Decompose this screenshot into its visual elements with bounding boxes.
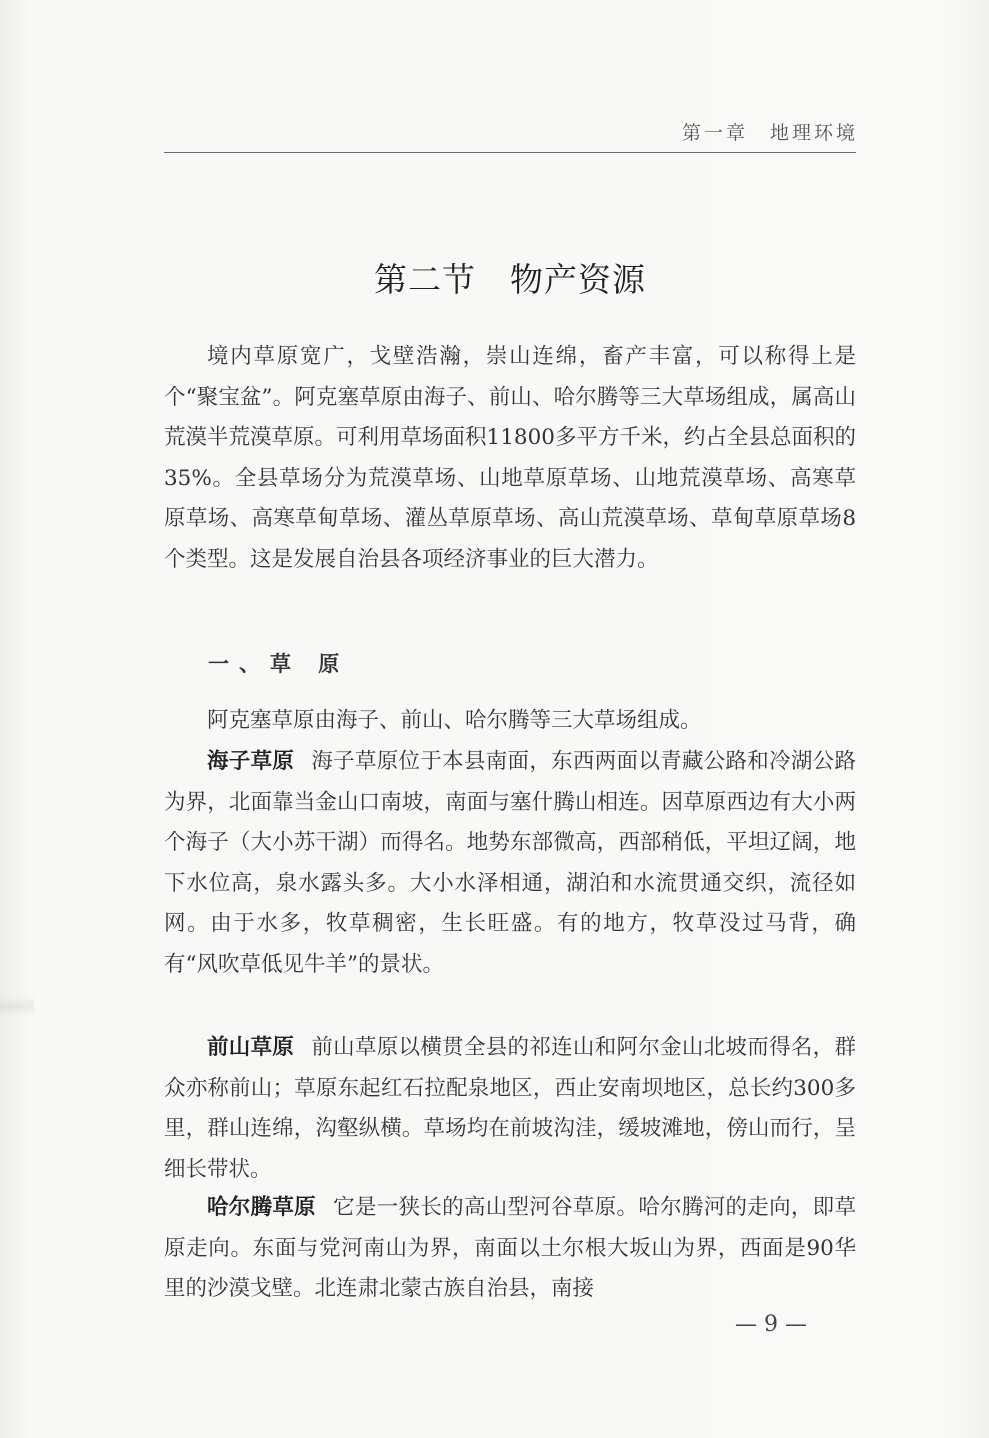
entry-haerteng-term: 哈尔腾草原 xyxy=(207,1195,316,1220)
section-name: 物产资源 xyxy=(510,260,646,299)
subsection-heading: 一、草 原 xyxy=(208,652,350,676)
running-head-chapter: 第一章 xyxy=(681,122,748,144)
entry-haerteng-text: 它是一狭长的高山型河谷草原。哈尔腾河的走向，即草原走向。东面与党河南山为界，南面以土尔根大坂山为界，西面是90华里的沙漠戈壁。北连肃北蒙古族自治县，南接 xyxy=(164,1195,856,1301)
entry-haizi-text: 海子草原位于本县南面，东西两面以青藏公路和冷湖公路为界，北面靠当金山口南坡，南面与塞什腾山相连。因草原西边有大小两个海子（大小苏干湖）而得名。地势东部微高，西部稍低，平坦辽阔，地下水位高，泉水露头多。大小水泽相通，湖泊和水流贯通交织，流径如网。由于水多，牧草稠密，生长旺盛。有的地方，牧草没过马背，确有“风吹草低见牛羊”的景状。 xyxy=(164,749,856,977)
entry-haizi xyxy=(164,742,856,985)
subsection-lead: 阿克塞草原由海子、前山、哈尔腾等三大草场组成。 xyxy=(207,708,702,733)
intro-paragraph: 境内草原宽广，戈壁浩瀚，崇山连绵，畜产丰富，可以称得上是个“聚宝盆”。阿克塞草原由海子、前山、哈尔腾等三大草场组成，属高山荒漠半荒漠草原。可利用草场面积11800多平方千米，约占全县总面积的35%。全县草场分为荒漠草场、山地草原草场、山地荒漠草场、高寒草原草场、高寒草甸草场、灌丛草原草场、高山荒漠草场、草甸草原草场8个类型。这是发展自治县各项经济事业的巨大潜力。 xyxy=(164,344,856,572)
section-number: 第二节 xyxy=(374,260,476,299)
entry-qianshan-term: 前山草原 xyxy=(207,1035,295,1060)
page-number: — 9 — xyxy=(735,1312,807,1337)
entry-haizi-term: 海子草原 xyxy=(207,749,295,774)
entry-qianshan-text: 前山草原以横贯全县的祁连山和阿尔金山北坡而得名，群众亦称前山；草原东起红石拉配泉地区，西止安南坝地区，总长约300多里，群山连绵，沟壑纵横。草场均在前坡沟洼，缓坡滩地，傍山而行，呈细长带状。 xyxy=(164,1035,856,1182)
running-head xyxy=(682,118,858,145)
entry-qianshan xyxy=(164,1028,856,1190)
header-rule xyxy=(164,152,856,153)
scan-edge-shadow xyxy=(0,995,34,1017)
running-head-title: 地理环境 xyxy=(769,122,858,144)
entry-haerteng xyxy=(164,1188,856,1310)
section-title xyxy=(164,254,856,301)
